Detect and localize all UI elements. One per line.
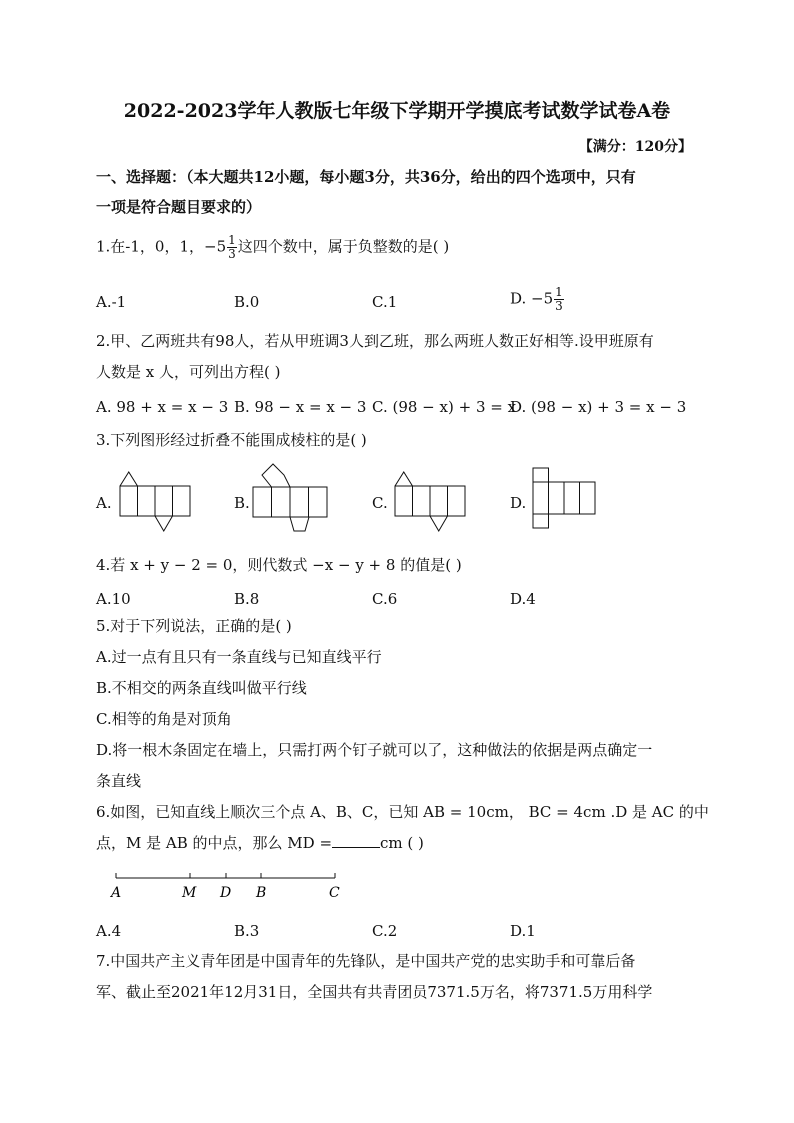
q4-option-c: C.6 — [372, 590, 398, 608]
q1-stem — [96, 234, 449, 261]
full-score: 【满分：120分】 — [578, 139, 692, 155]
q2-option-d: D. (98 − x) + 3 = x − 3 — [510, 398, 687, 416]
q6-option-a: A.4 — [96, 922, 122, 940]
q3-label-a: A. — [96, 494, 112, 512]
q5-option-a: A.过一点有且只有一条直线与已知直线平行 — [96, 648, 382, 666]
point-label-m: M — [182, 885, 197, 901]
point-label-c: C — [329, 885, 340, 901]
q4-option-b: B.8 — [234, 590, 260, 608]
q6-stem-line2: 点，M 是 AB 的中点，那么 MD = cm ( ) — [96, 834, 424, 852]
answer-blank — [332, 833, 380, 848]
q5-option-b: B.不相交的两条直线叫做平行线 — [96, 679, 307, 697]
q3-label-c: C. — [372, 494, 388, 512]
q6-stem-line1: 6.如图，已知直线上顺次三个点 A、B、C，已知 AB = 10cm， BC = 4cm .D 是 AC 的中 — [96, 803, 709, 821]
q1-option-c: C.1 — [372, 293, 398, 311]
q6-line-figure — [108, 868, 348, 902]
q2-option-a: A. 98 + x = x − 3 — [96, 398, 229, 416]
q2-option-b: B. 98 − x = x − 3 — [234, 398, 367, 416]
q3-net-b — [250, 462, 330, 534]
q2-stem-line1: 2.甲、乙两班共有98人，若从甲班调3人到乙班，那么两班人数正好相等.设甲班原有 — [96, 332, 654, 350]
q3-net-a — [114, 462, 194, 534]
q3-label-d: D. — [510, 494, 527, 512]
q1-option-b: B.0 — [234, 293, 260, 311]
q1-stem-post: 这四个数中，属于负整数的是( ) — [237, 237, 450, 256]
q1-stem-pre: 1.在-1，0，1，−5 — [96, 237, 227, 256]
q6-option-d: D.1 — [510, 922, 536, 940]
q1-option-a: A.-1 — [96, 293, 127, 311]
q7-stem-line1: 7.中国共产主义青年团是中国青年的先锋队，是中国共产党的忠实助手和可靠后备 — [96, 952, 636, 970]
q5-option-d-line2: 条直线 — [96, 772, 142, 790]
q6-option-c: C.2 — [372, 922, 398, 940]
section-heading-line2: 一项是符合题目要求的） — [96, 198, 262, 216]
q3-stem: 3.下列图形经过折叠不能围成棱柱的是( ) — [96, 431, 367, 449]
point-label-a: A — [111, 885, 122, 901]
q7-stem-line2: 军、截止至2021年12月31日，全国共有共青团员7371.5万名，将7371.5万用科学 — [96, 983, 653, 1001]
point-label-d: D — [220, 885, 232, 901]
q6-option-b: B.3 — [234, 922, 260, 940]
point-label-b: B — [256, 885, 267, 901]
q4-stem: 4.若 x + y − 2 = 0，则代数式 −x − y + 8 的值是( ) — [96, 556, 462, 574]
q1-option-d-fraction: $\frac{1}{3}$ — [555, 285, 563, 313]
q3-net-c — [392, 462, 472, 534]
q1-option-d: D. −5 $\frac{1}{3}$ — [510, 285, 563, 313]
q5-option-c: C.相等的角是对顶角 — [96, 710, 232, 728]
q1-fraction: $\frac{1}{3}$ — [228, 233, 236, 261]
section-heading-line1: 一、选择题：（本大题共12小题，每小题3分，共36分，给出的四个选项中，只有 — [96, 168, 636, 186]
q2-stem-line2: 人数是 x 人，可列出方程( ) — [96, 363, 281, 381]
q5-stem: 5.对于下列说法，正确的是( ) — [96, 617, 292, 635]
page-title: 2022-2023学年人教版七年级下学期开学摸底考试数学试卷A卷 — [123, 100, 671, 122]
q5-option-d-line1: D.将一根木条固定在墙上，只需打两个钉子就可以了，这种做法的依据是两点确定一 — [96, 741, 653, 759]
q2-option-c: C. (98 − x) + 3 = x — [372, 398, 517, 416]
q4-option-a: A.10 — [96, 590, 131, 608]
q3-net-d — [528, 462, 608, 534]
q3-label-b: B. — [234, 494, 250, 512]
q4-option-d: D.4 — [510, 590, 536, 608]
